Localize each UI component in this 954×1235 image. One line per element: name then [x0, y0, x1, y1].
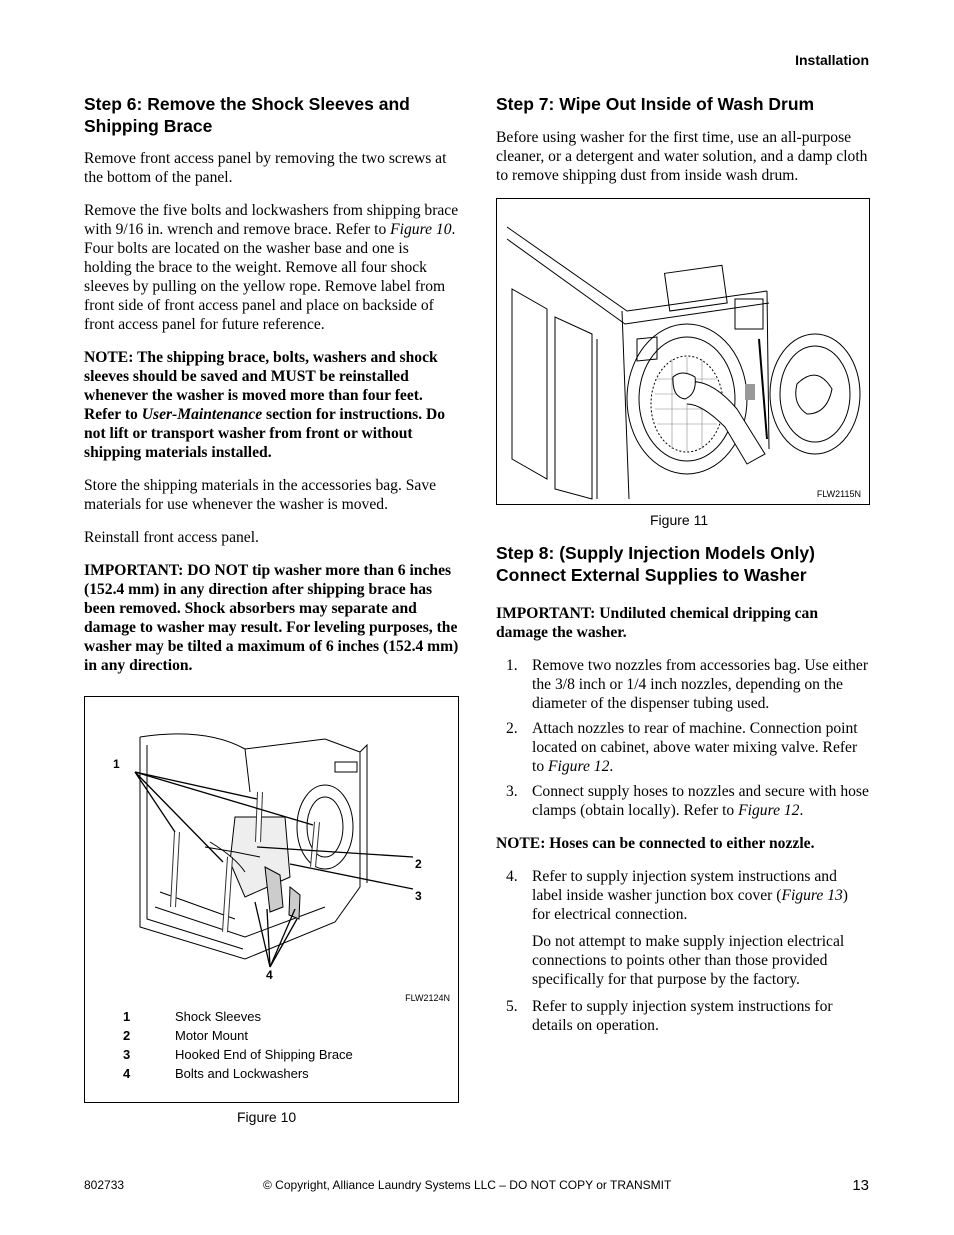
list-item: 1. Remove two nozzles from accessories bag. Use either the 3/8 inch or 1/4 inch nozzles, depending on the diameter of the dispenser tubing used.	[506, 657, 869, 712]
legend-row: 1 Shock Sleeves	[123, 1009, 261, 1024]
figure10-callout-1: 1	[113, 757, 120, 771]
figure10-code: FLW2124N	[405, 993, 450, 1003]
figure10-callout-3: 3	[415, 889, 422, 903]
figure11-illustration	[497, 199, 869, 504]
step7-heading: Step 7: Wipe Out Inside of Wash Drum	[496, 94, 815, 114]
step8-list-continued	[496, 867, 870, 1035]
figure10-callout-4: 4	[266, 968, 273, 982]
step6-important: IMPORTANT: DO NOT tip washer more than 6 inches (152.4 mm) in any direction after shipping brace has been removed. Shock absorbers may separate and damage to washer may result. For leveling purposes, the washer may be tilted a maximum of 6 inches (152.4 mm) in any direction.	[84, 562, 459, 674]
legend-row: 2 Motor Mount	[123, 1028, 248, 1043]
list-item: 5. Refer to supply injection system instructions for details on operation.	[506, 998, 833, 1034]
legend-row: 4 Bolts and Lockwashers	[123, 1066, 309, 1081]
step6-note: NOTE: The shipping brace, bolts, washers and shock sleeves should be saved and MUST be reinstalled whenever the washer is moved more than four feet. Refer to User-Maintenance section for instructions. Do not lift or transport washer from front or without shipping materials installed.	[84, 349, 446, 461]
step6-paragraph-1: Remove front access panel by removing the two screws at the bottom of the panel.	[84, 150, 447, 186]
right-column-top	[496, 94, 870, 199]
figure12-reference: Figure 12	[738, 802, 800, 819]
right-column-bottom	[496, 543, 870, 1049]
step4-extra: Do not attempt to make supply injection electrical connections to points other than those provided specifically for that purpose by the factory.	[532, 933, 845, 988]
figure11-box	[496, 198, 870, 505]
figure11-caption: Figure 11	[650, 512, 709, 528]
step6-paragraph-4: Reinstall front access panel.	[84, 529, 259, 546]
step6-heading: Step 6: Remove the Shock Sleeves and Shipping Brace	[84, 94, 410, 136]
figure10-reference: Figure 10	[390, 221, 452, 238]
page-number: 13	[852, 1177, 869, 1194]
figure10-box	[84, 696, 459, 1103]
figure12-reference: Figure 12	[548, 758, 610, 775]
list-item: 3. Connect supply hoses to nozzles and secure with hose clamps (obtain locally). Refer to Figure 12.	[506, 783, 869, 819]
legend-row: 3 Hooked End of Shipping Brace	[123, 1047, 353, 1062]
figure10-legend	[123, 1007, 353, 1083]
left-column	[84, 94, 459, 689]
section-header: Installation	[795, 52, 869, 68]
copyright-notice: © Copyright, Alliance Laundry Systems LLC – DO NOT COPY or TRANSMIT	[263, 1178, 672, 1192]
figure11-code: FLW2115N	[816, 489, 861, 499]
list-item: 4. Refer to supply injection system instructions and label inside washer junction box cover (Figure 13) for electrical connection. Do not attempt to make supply injection electrical connections to points other than those provided specifically for that purpose by the factory.	[496, 867, 870, 989]
document-number: 802733	[84, 1178, 125, 1192]
user-maintenance-reference: User-Maintenance	[141, 406, 263, 423]
figure10-callout-2: 2	[415, 857, 422, 871]
figure13-reference: Figure 13	[781, 887, 843, 904]
figure10-caption: Figure 10	[237, 1109, 297, 1125]
step8-heading: Step 8: (Supply Injection Models Only) Connect External Supplies to Washer	[496, 543, 815, 585]
step7-paragraph: Before using washer for the first time, use an all-purpose cleaner, or a detergent and water solution, and a damp cloth to remove shipping dust from inside wash drum.	[496, 128, 868, 184]
figure10-illustration	[85, 697, 458, 997]
step6-paragraph-3: Store the shipping materials in the accessories bag. Save materials for use whenever the washer is moved.	[84, 477, 437, 513]
step8-important: IMPORTANT: Undiluted chemical dripping can damage the washer.	[496, 605, 819, 641]
list-item: 2. Attach nozzles to rear of machine. Connection point located on cabinet, above water mixing valve. Refer to Figure 12.	[506, 720, 858, 775]
step8-note: NOTE: Hoses can be connected to either nozzle.	[496, 835, 815, 852]
step6-paragraph-2: Remove the five bolts and lockwashers from shipping brace with 9/16 in. wrench and remove brace. Refer to Figure 10. Four bolts are located on the washer base and one is holding the brace to the weight. Remove all four shock sleeves by pulling on the yellow rope. Remove label from front side of front access panel and place on backside of front access panel for future reference.	[84, 202, 459, 333]
step8-list	[496, 656, 870, 820]
